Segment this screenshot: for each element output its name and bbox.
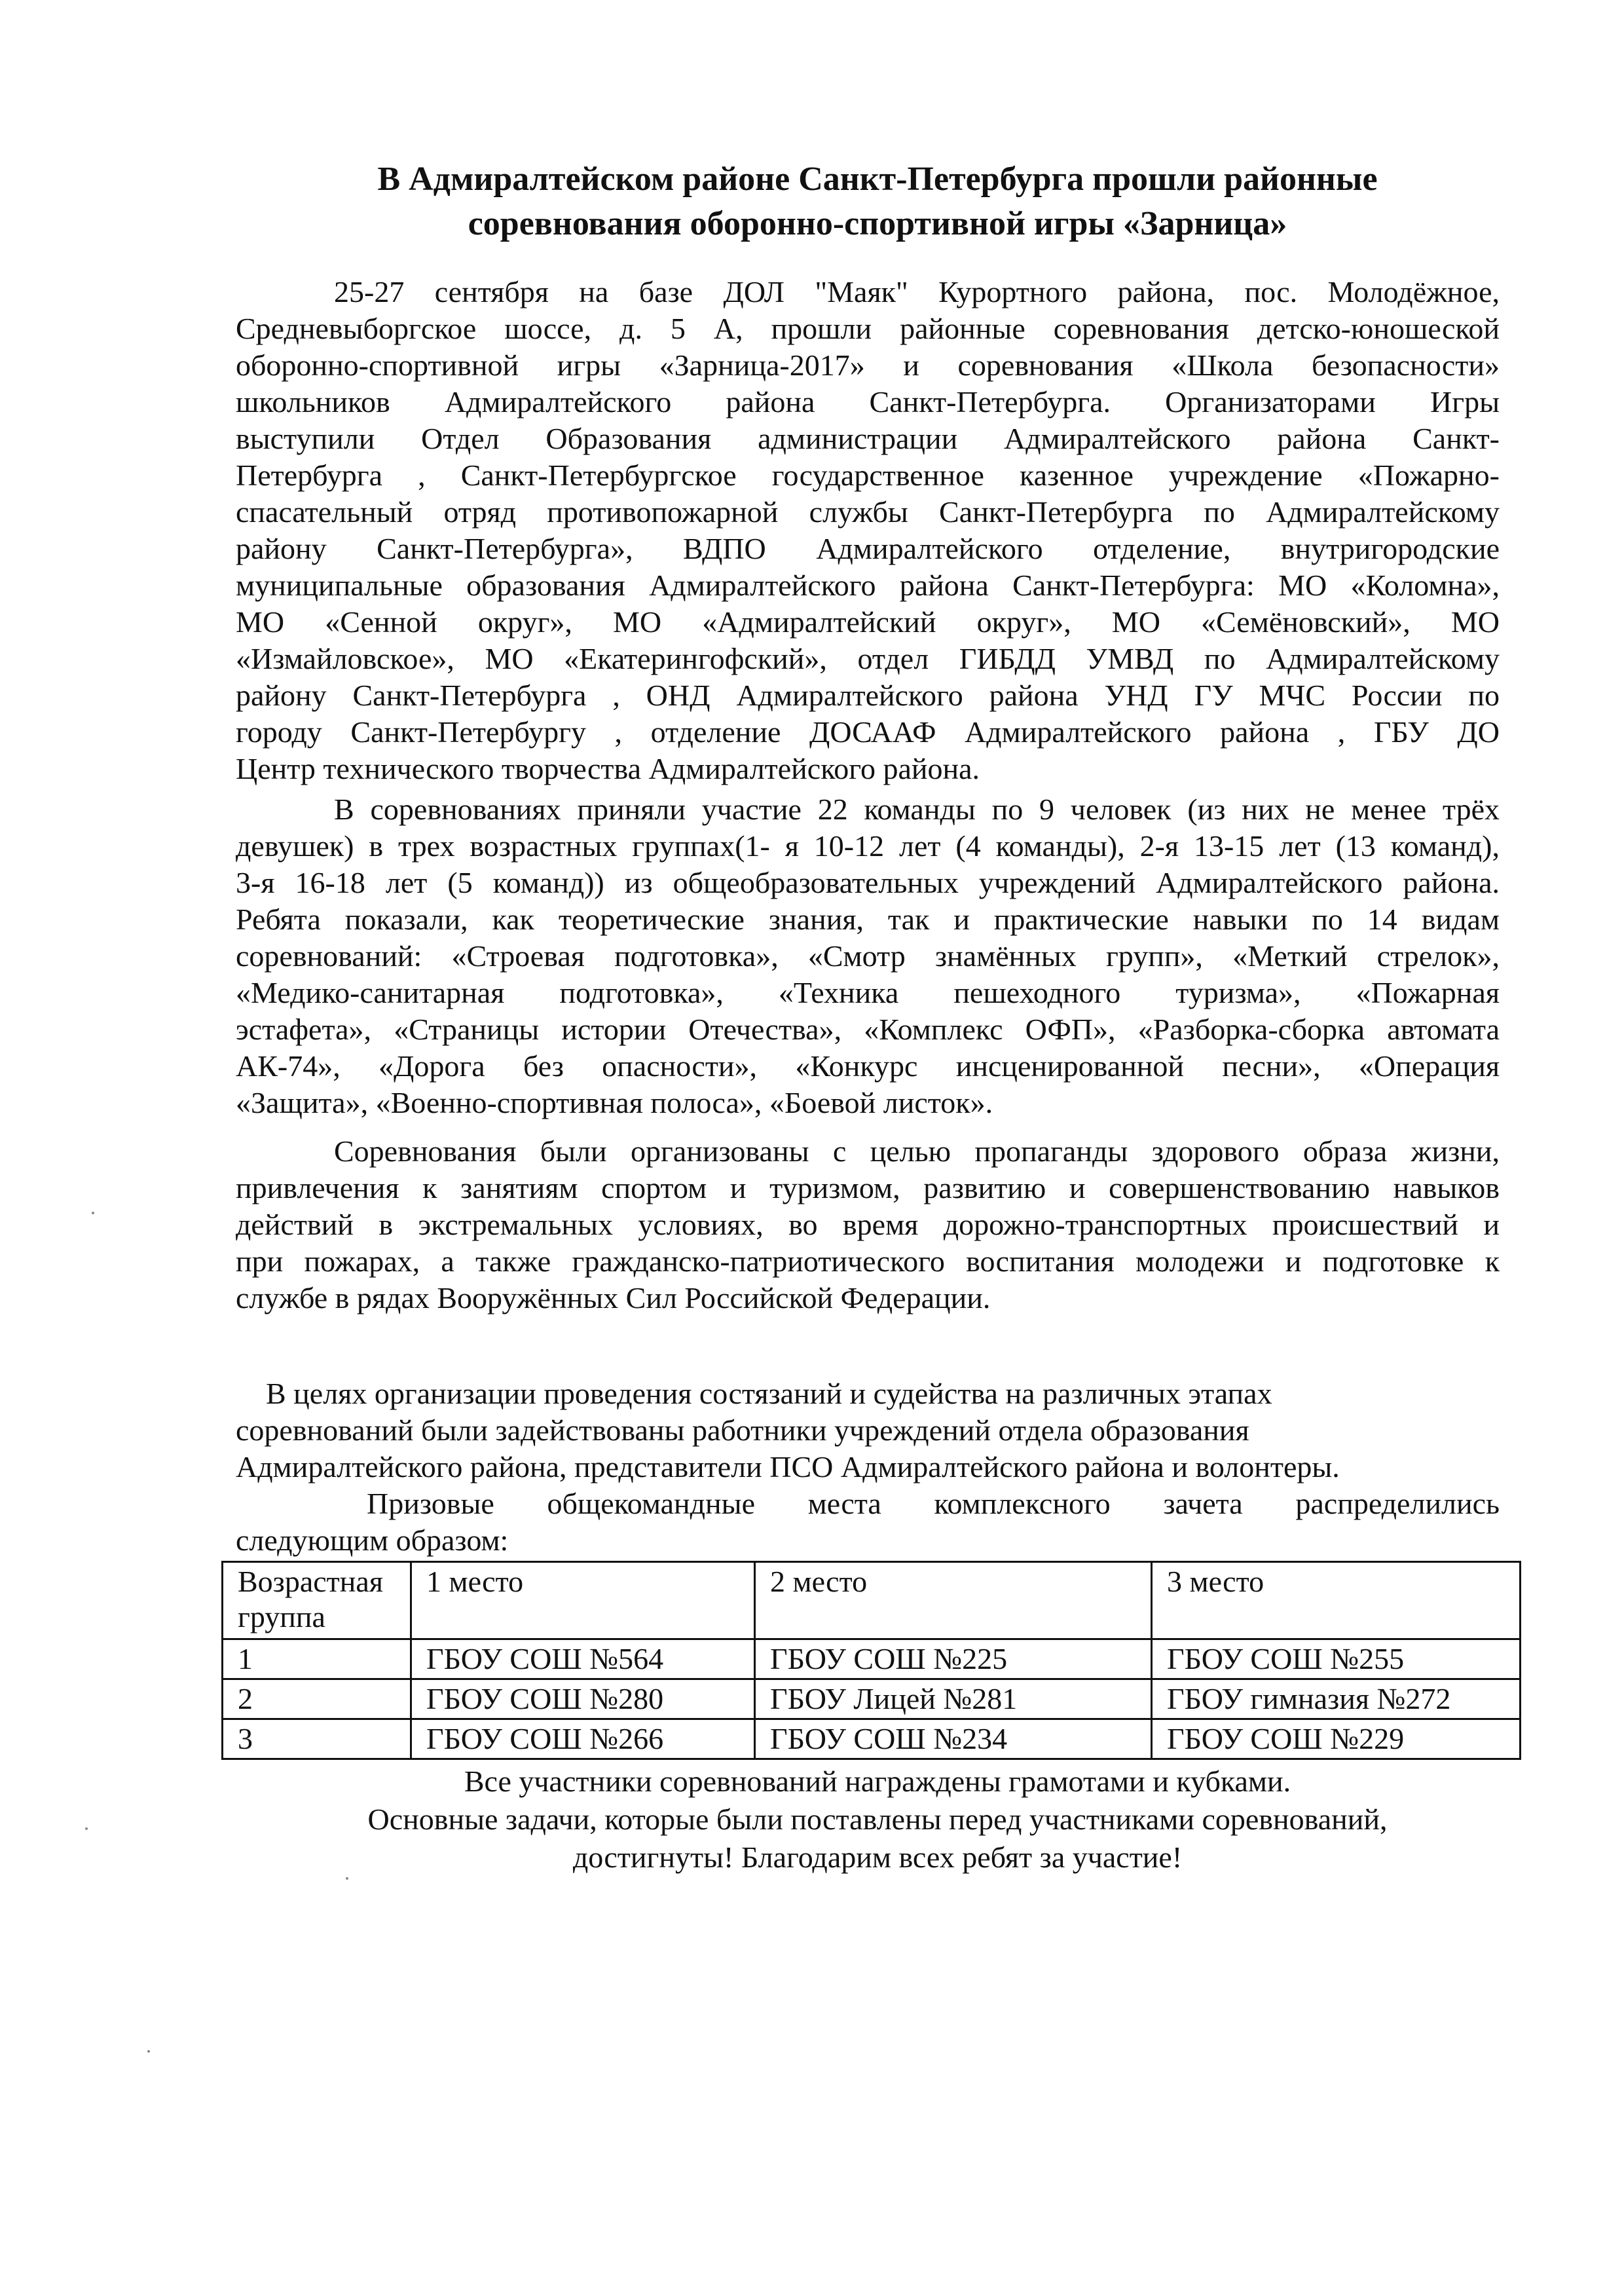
table-row bbox=[223, 1639, 1521, 1679]
table-header-row bbox=[223, 1562, 1521, 1639]
scan-artifact bbox=[92, 1212, 94, 1214]
text-line: Все участники соревнований награждены грамотами и кубками. bbox=[464, 1764, 1291, 1798]
text-line: МО «Сенной округ», МО «Адмиралтейский округ», МО «Семёновский», МО bbox=[236, 605, 1500, 639]
table-row bbox=[223, 1719, 1521, 1759]
text-line: соревнований: «Строевая подготовка», «Смотр знамённых групп», «Меткий стрелок», bbox=[236, 939, 1500, 973]
title-line: соревнования оборонно-спортивной игры «Зарница» bbox=[468, 205, 1287, 242]
text-line: Средневыборгское шоссе, д. 5 А, прошли районные соревнования детско-юношеской bbox=[236, 312, 1500, 345]
table-row bbox=[223, 1679, 1521, 1719]
text-line: Соревнования были организованы с целью пропаганды здорового образа жизни, bbox=[334, 1134, 1500, 1168]
text-line: «Измайловское», МО «Екатерингофский», отдел ГИБДД УМВД по Адмиралтейскому bbox=[236, 642, 1500, 675]
scan-artifact bbox=[85, 1827, 88, 1830]
text-line: «Защита», «Военно-спортивная полоса», «Боевой листок». bbox=[236, 1086, 993, 1119]
text-line: району Санкт-Петербурга», ВДПО Адмиралтейского отделение, внутригородские bbox=[236, 532, 1500, 565]
text-line: школьников Адмиралтейского района Санкт-Петербурга. Организаторами Игры bbox=[236, 385, 1500, 419]
text-line: эстафета», «Страницы истории Отечества», «Комплекс ОФП», «Разборка-сборка автомата bbox=[236, 1013, 1500, 1046]
text-line: действий в экстремальных условиях, во время дорожно-транспортных происшествий и bbox=[236, 1208, 1500, 1241]
text-line: городу Санкт-Петербургу , отделение ДОСААФ Адмиралтейского района , ГБУ ДО bbox=[236, 715, 1500, 749]
scan-artifact bbox=[147, 2050, 150, 2053]
cell-1st-place: ГБОУ СОШ №564 bbox=[411, 1639, 755, 1679]
text-line: 3-я 16-18 лет (5 команд)) из общеобразовательных учреждений Адмиралтейского района. bbox=[236, 866, 1500, 899]
text-line: Основные задачи, которые были поставлены перед участниками соревнований, bbox=[367, 1802, 1388, 1836]
cell-age-group: 3 bbox=[223, 1719, 411, 1759]
scan-artifact bbox=[346, 1877, 348, 1880]
text-line: муниципальные образования Адмиралтейского района Санкт-Петербурга: МО «Коломна», bbox=[236, 569, 1500, 602]
text-line: спасательный отряд противопожарной службы Санкт-Петербурга по Адмиралтейскому bbox=[236, 495, 1500, 529]
text-line: В целях организации проведения состязаний и судейства на различных этапах bbox=[266, 1377, 1272, 1410]
text-line: выступили Отдел Образования администрации Адмиралтейского района Санкт- bbox=[236, 422, 1500, 455]
cell-3rd-place: ГБОУ СОШ №255 bbox=[1152, 1639, 1521, 1679]
text-line: следующим образом: bbox=[236, 1523, 509, 1557]
text-line: Петербурга , Санкт-Петербургское государственное казенное учреждение «Пожарно- bbox=[236, 458, 1500, 492]
text-line: при пожарах, а также гражданско-патриотического воспитания молодежи и подготовке к bbox=[236, 1244, 1500, 1278]
text-line: достигнуты! Благодарим всех ребят за участие! bbox=[572, 1840, 1183, 1874]
text-line: Призовые общекомандные места комплексного зачета распределились bbox=[367, 1487, 1500, 1520]
text-line: «Медико-санитарная подготовка», «Техника пешеходного туризма», «Пожарная bbox=[236, 976, 1500, 1009]
cell-age-group: 2 bbox=[223, 1679, 411, 1719]
header-cell-3rd-place: 3 место bbox=[1152, 1562, 1521, 1639]
text-line: девушек) в трех возрастных группах(1- я 10-12 лет (4 команды), 2-я 13-15 лет (13 команд), bbox=[236, 829, 1500, 863]
cell-1st-place: ГБОУ СОШ №280 bbox=[411, 1679, 755, 1719]
header-cell-2nd-place: 2 место bbox=[755, 1562, 1152, 1639]
cell-2nd-place: ГБОУ СОШ №234 bbox=[755, 1719, 1152, 1759]
cell-3rd-place: ГБОУ СОШ №229 bbox=[1152, 1719, 1521, 1759]
text-line: службе в рядах Вооружённых Сил Российской Федерации. bbox=[236, 1281, 991, 1315]
header-cell-age-group: Возрастная группа bbox=[223, 1562, 411, 1639]
header-cell-1st-place: 1 место bbox=[411, 1562, 755, 1639]
text-line: Ребята показали, как теоретические знания, так и практические навыки по 14 видам bbox=[236, 903, 1500, 936]
text-line: 25-27 сентября на базе ДОЛ "Маяк" Курортного района, пос. Молодёжное, bbox=[334, 275, 1500, 308]
cell-2nd-place: ГБОУ Лицей №281 bbox=[755, 1679, 1152, 1719]
cell-2nd-place: ГБОУ СОШ №225 bbox=[755, 1639, 1152, 1679]
text-line: Адмиралтейского района, представители ПСО Адмиралтейского района и волонтеры. bbox=[236, 1450, 1340, 1483]
document-title bbox=[236, 157, 1519, 246]
text-line: привлечения к занятиям спортом и туризмом, развитию и совершенствованию навыков bbox=[236, 1171, 1500, 1204]
results-table bbox=[221, 1561, 1521, 1760]
text-line: соревнований были задействованы работники учреждений отдела образования bbox=[236, 1413, 1249, 1447]
text-line: Центр технического творчества Адмиралтейского района. bbox=[236, 752, 980, 785]
title-line: В Адмиралтейском районе Санкт-Петербурга прошли районные bbox=[377, 160, 1378, 198]
text-line: оборонно-спортивной игры «Зарница-2017» и соревнования «Школа безопасности» bbox=[236, 348, 1500, 382]
cell-3rd-place: ГБОУ гимназия №272 bbox=[1152, 1679, 1521, 1719]
text-line: В соревнованиях приняли участие 22 команды по 9 человек (из них не менее трёх bbox=[334, 793, 1500, 826]
text-line: АК-74», «Дорога без опасности», «Конкурс инсценированной песни», «Операция bbox=[236, 1049, 1500, 1083]
cell-1st-place: ГБОУ СОШ №266 bbox=[411, 1719, 755, 1759]
text-line: району Санкт-Петербурга , ОНД Адмиралтейского района УНД ГУ МЧС России по bbox=[236, 679, 1500, 712]
cell-age-group: 1 bbox=[223, 1639, 411, 1679]
